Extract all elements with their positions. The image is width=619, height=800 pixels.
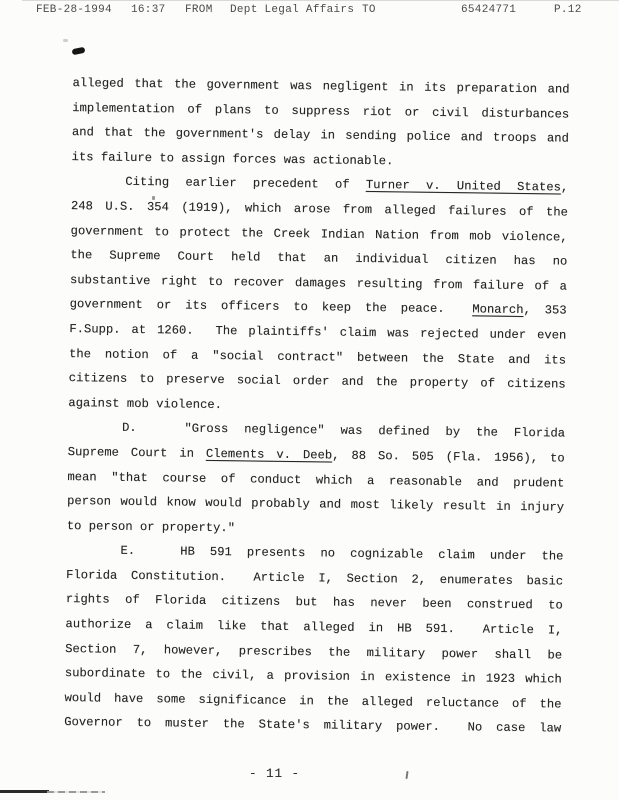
fax-sender: Dept Legal Affairs	[230, 4, 355, 16]
text-segment: Supreme Court in	[67, 444, 206, 461]
text-segment: its failure to assign forces was actionable.	[71, 149, 394, 169]
fax-to-label: TO	[362, 4, 376, 16]
page-number: - 11 -	[249, 767, 301, 781]
document-body-text	[64, 71, 570, 741]
case-citation: Clements v. Deeb	[205, 446, 333, 463]
text-segment: Governor to muster the State's military power. No case law	[64, 715, 562, 736]
fax-date: FEB-28-1994	[36, 4, 112, 16]
text-segment: government to protect the Creek Indian Nation from mob violence,	[70, 223, 568, 245]
text-segment: the notion of a "social contract" between the State and its	[68, 346, 567, 368]
text-segment: the Supreme Court held that an individual citizen has no	[70, 248, 568, 269]
ink-smudge	[72, 47, 86, 56]
text-segment: ,	[560, 180, 569, 195]
text-segment: F.Supp. at 1260. The plaintiffs' claim was rejected under even	[69, 321, 567, 343]
text-segment: mean "that course of conduct which a reasonable and prudent	[67, 469, 565, 491]
fax-page-indicator: P.12	[554, 4, 582, 16]
text-segment: alleged that the government was negligent in its preparation and	[72, 76, 570, 97]
case-citation: Monarch	[472, 302, 524, 318]
text-segment: to person or property."	[66, 518, 236, 535]
text-segment: Section 7, however, prescribes the military power shall be	[65, 641, 563, 663]
scan-artifact-bottom-line-faint	[47, 791, 105, 793]
ink-speck	[63, 39, 68, 42]
document-line	[64, 710, 561, 741]
text-segment: subordinate to the civil, a provision in existence in 1923 which	[64, 666, 562, 687]
text-segment: , 353	[523, 303, 567, 318]
text-segment: rights of Florida citizens but has never been construed to	[65, 592, 563, 613]
text-segment: government or its officers to keep the peace.	[69, 297, 473, 317]
text-segment: Citing earlier precedent of	[125, 175, 366, 193]
scan-artifact-bottom-line	[0, 790, 49, 793]
text-segment: Florida Constitution. Article I, Section 2, enumerates basic	[66, 567, 564, 589]
fax-from-label: FROM	[185, 4, 213, 16]
text-segment: D. "Gross negligence" was defined by the Florida	[121, 421, 566, 441]
case-citation: Turner v. United States	[365, 178, 561, 195]
text-segment: E. HB 591 presents no cognizable claim under the	[120, 544, 564, 564]
fax-number: 65424771	[461, 4, 517, 16]
text-segment: authorize a claim like that alleged in HB 591. Article I,	[65, 617, 563, 638]
text-segment: substantive right to recover damages resulting from failure of a	[69, 272, 568, 294]
text-segment: implementation of plans to suppress riot or civil disturbances	[72, 100, 570, 122]
text-segment: would have some significance in the alleged reluctance of the	[64, 690, 562, 712]
text-segment: 248 U.S. 354 (1919), which arose from alleged failures of the	[70, 199, 568, 220]
fax-time: 16:37	[131, 4, 166, 16]
scan-artifact-tick	[405, 771, 408, 779]
text-segment: and that the government's delay in sending police and troops and	[71, 125, 569, 146]
text-segment: person would know would probably and most likely result in injury	[66, 494, 565, 515]
text-segment: , 88 So. 505 (Fla. 1956), to	[332, 448, 565, 466]
text-segment: citizens to preserve social order and the property of citizens	[68, 371, 566, 392]
scan-artifact-top-edge	[22, 0, 619, 1]
text-segment: against mob violence.	[68, 395, 223, 412]
